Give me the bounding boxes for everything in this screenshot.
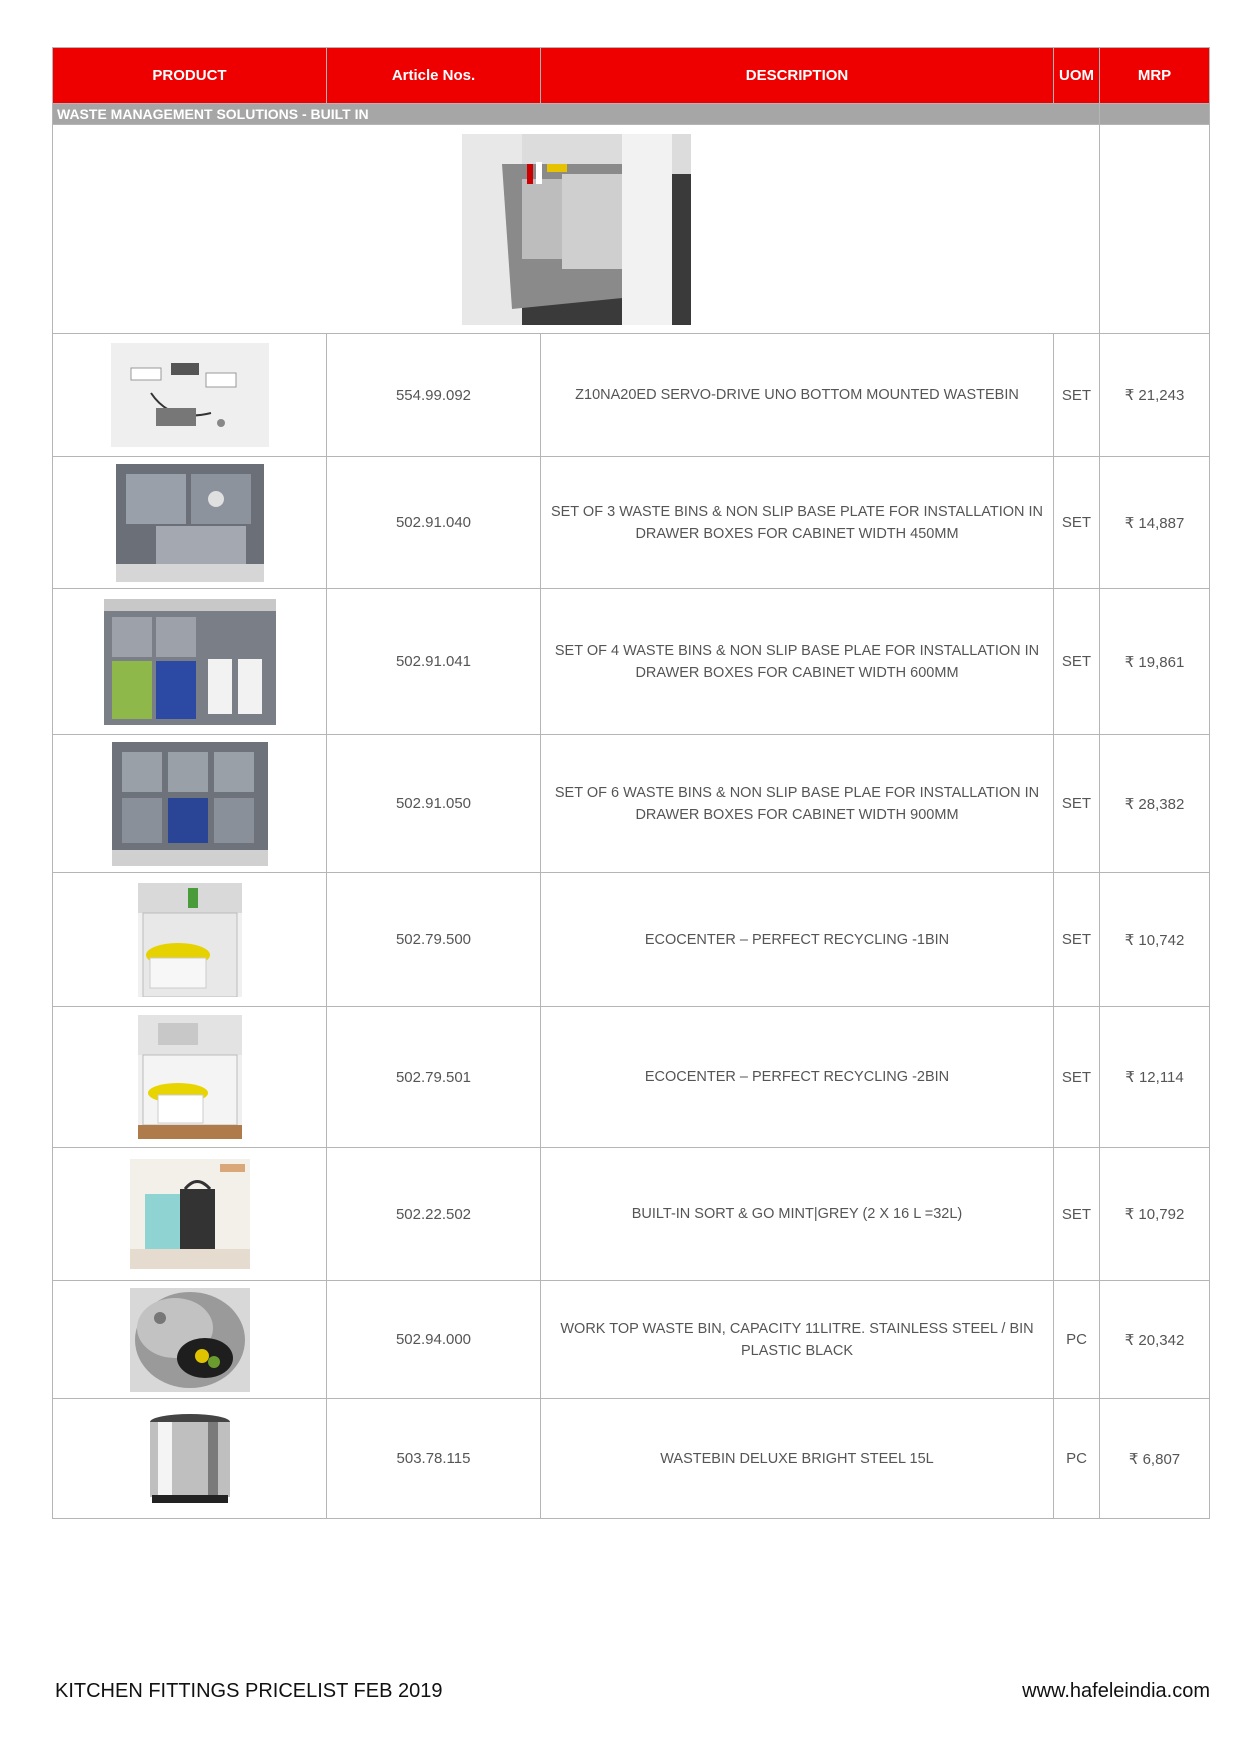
table-row [53,1281,1210,1399]
section-title: WASTE MANAGEMENT SOLUTIONS - BUILT IN [53,104,1100,125]
mrp: ₹ 20,342 [1100,1281,1210,1399]
uom: SET [1054,873,1100,1007]
description: ECOCENTER – PERFECT RECYCLING -1BIN [541,873,1054,1007]
ecocenter-2bin-image [138,1015,242,1139]
footer-website: www.hafeleindia.com [1022,1680,1210,1702]
article-number: 502.22.502 [327,1148,541,1281]
product-image-cell [53,334,327,457]
drawer-bins-6-image [112,742,268,866]
table-row [53,1399,1210,1519]
servo-drive-kit-image [111,343,269,447]
article-number: 502.91.050 [327,735,541,873]
header-uom: UOM [1054,48,1100,104]
mrp: ₹ 6,807 [1100,1399,1210,1519]
description: WORK TOP WASTE BIN, CAPACITY 11LITRE. STAINLESS STEEL / BIN PLASTIC BLACK [541,1281,1054,1399]
ecocenter-1bin-image [138,883,242,997]
hero-pullout-bin-image [462,134,691,325]
product-image-cell [53,457,327,589]
table-row [53,873,1210,1007]
description: SET OF 4 WASTE BINS & NON SLIP BASE PLAE FOR INSTALLATION IN DRAWER BOXES FOR CABINET WIDTH 600MM [541,589,1054,735]
description: SET OF 6 WASTE BINS & NON SLIP BASE PLAE FOR INSTALLATION IN DRAWER BOXES FOR CABINET WIDTH 900MM [541,735,1054,873]
header-description: DESCRIPTION [541,48,1054,104]
footer-title: KITCHEN FITTINGS PRICELIST FEB 2019 [55,1680,443,1702]
uom: SET [1054,735,1100,873]
pricelist-table [52,47,1210,1519]
product-image-cell [53,1007,327,1148]
product-image-cell [53,735,327,873]
description: SET OF 3 WASTE BINS & NON SLIP BASE PLATE FOR INSTALLATION IN DRAWER BOXES FOR CABINET WIDTH 450MM [541,457,1054,589]
sort-and-go-image [130,1159,250,1269]
header-article: Article Nos. [327,48,541,104]
section-mrp-cell [1100,104,1210,125]
hero-mrp-cell [1100,125,1210,334]
uom: PC [1054,1281,1100,1399]
article-number: 502.79.501 [327,1007,541,1148]
mrp: ₹ 21,243 [1100,334,1210,457]
uom: SET [1054,589,1100,735]
article-number: 502.91.041 [327,589,541,735]
mrp: ₹ 19,861 [1100,589,1210,735]
section-row [53,104,1210,125]
drawer-bins-3-image [116,464,264,582]
deluxe-steel-bin-image [138,1410,242,1508]
product-image-cell [53,1399,327,1519]
uom: SET [1054,457,1100,589]
article-number: 502.94.000 [327,1281,541,1399]
product-image-cell [53,589,327,735]
product-image-cell [53,873,327,1007]
mrp: ₹ 14,887 [1100,457,1210,589]
mrp: ₹ 28,382 [1100,735,1210,873]
description: BUILT-IN SORT & GO MINT|GREY (2 X 16 L =32L) [541,1148,1054,1281]
table-row [53,1007,1210,1148]
product-image-cell [53,1148,327,1281]
article-number: 502.79.500 [327,873,541,1007]
drawer-bins-4-image [104,599,276,725]
uom: SET [1054,1007,1100,1148]
header-row [53,48,1210,104]
mrp: ₹ 10,742 [1100,873,1210,1007]
table-row [53,457,1210,589]
article-number: 503.78.115 [327,1399,541,1519]
description: ECOCENTER – PERFECT RECYCLING -2BIN [541,1007,1054,1148]
mrp: ₹ 12,114 [1100,1007,1210,1148]
description: WASTEBIN DELUXE BRIGHT STEEL 15L [541,1399,1054,1519]
header-product: PRODUCT [53,48,327,104]
hero-image-cell [53,125,1100,334]
article-number: 554.99.092 [327,334,541,457]
table-row [53,334,1210,457]
table-row [53,735,1210,873]
uom: SET [1054,334,1100,457]
table-row [53,1148,1210,1281]
uom: PC [1054,1399,1100,1519]
mrp: ₹ 10,792 [1100,1148,1210,1281]
worktop-bin-image [130,1288,250,1392]
description: Z10NA20ED SERVO-DRIVE UNO BOTTOM MOUNTED WASTEBIN [541,334,1054,457]
article-number: 502.91.040 [327,457,541,589]
uom: SET [1054,1148,1100,1281]
product-image-cell [53,1281,327,1399]
header-mrp: MRP [1100,48,1210,104]
hero-image-row [53,125,1210,334]
table-row [53,589,1210,735]
